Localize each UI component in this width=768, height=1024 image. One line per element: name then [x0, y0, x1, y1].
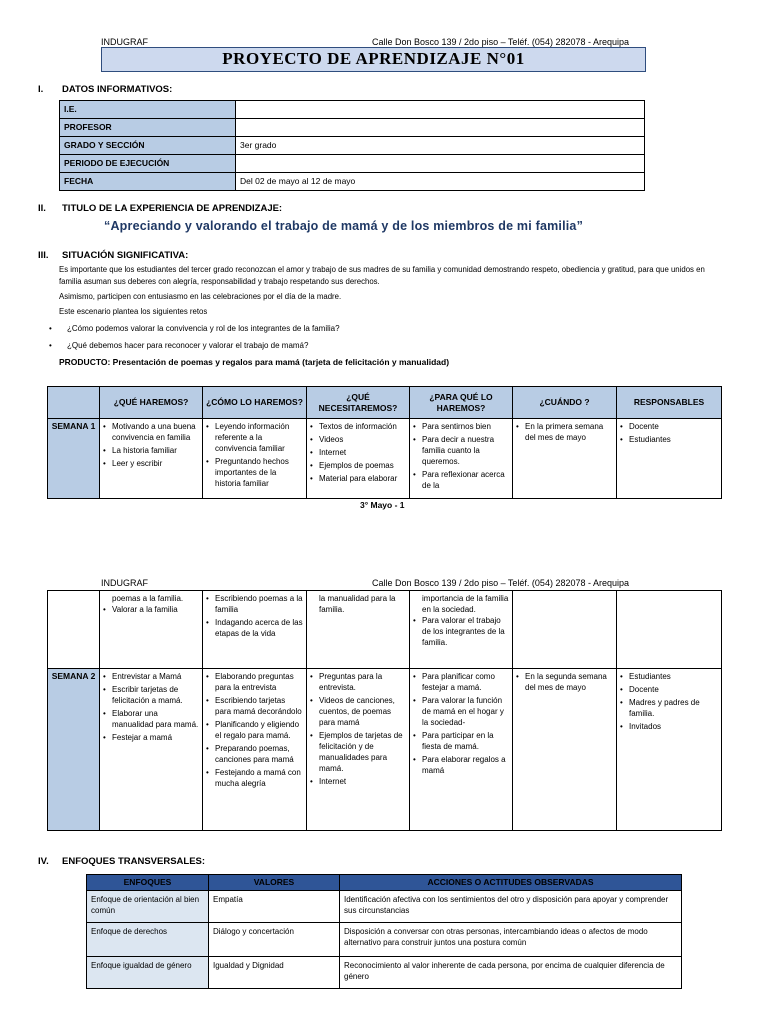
week1-resp: • Docente • Estudiantes [617, 419, 722, 499]
plan-header: ¿PARA QUÉ LO HAREMOS? [410, 387, 513, 419]
enfoques-row [87, 891, 682, 923]
experience-title: “Apreciando y valorando el trabajo de mamá y de los miembros de mi familia” [104, 219, 584, 233]
situation-paragraph: Este escenario plantea los siguientes retos [59, 307, 208, 316]
week1-why: • Para sentirnos bien • Para decir a nuestra familia cuanto la queremos. • Para reflexionar acerca de la [410, 419, 513, 499]
week1-how: • Leyendo información referente a la convivencia familiar • Preguntando hechos importantes de la historia familiar [203, 419, 307, 499]
info-label: FECHA [60, 173, 236, 191]
info-table [59, 100, 645, 191]
plan-table-page1 [47, 386, 722, 499]
plan-header: ¿QUÉ HAREMOS? [100, 387, 203, 419]
valor-cell: Empatía [209, 891, 340, 923]
section-1-heading: I. DATOS INFORMATIVOS: [38, 84, 173, 95]
plan-table-page2 [47, 590, 722, 831]
week1-cont-need: la manualidad para la familia. [307, 591, 410, 669]
week1-when: • En la primera semana del mes de mayo [513, 419, 617, 499]
header-address-2: Calle Don Bosco 139 / 2do piso – Teléf. (054) 282078 - Arequipa [372, 578, 630, 588]
week1-cont-why: importancia de la familia en la sociedad. • Para valorar el trabajo de los integrantes de la familia. [410, 591, 513, 669]
enfoques-header: ENFOQUES [87, 875, 209, 891]
week2-need: • Preguntas para la entrevista. • Videos de canciones, cuentos, de poemas para mamá • Ejemplos de tarjetas de felicitación y de manualidades para mamá. • Internet [307, 669, 410, 831]
enfoques-header: VALORES [209, 875, 340, 891]
week2-what: • Entrevistar a Mamá • Escribir tarjetas de felicitación a mamá. • Elaborar una manualidad para mamá. • Festejar a mamá [100, 669, 203, 831]
week2-resp: • Estudiantes • Docente • Madres y padres de familia. • Invitados [617, 669, 722, 831]
info-value: 3er grado [236, 137, 645, 155]
week1-cont-label [48, 591, 100, 669]
week2-why: • Para planificar como festejar a mamá. • Para valorar la función de mamá en el hogar y la sociedad- • Para participar en la fiesta de mamá. • Para elaborar regalos a mamá [410, 669, 513, 831]
info-row-fecha [60, 173, 645, 191]
info-value [236, 119, 645, 137]
week2-how: • Elaborando preguntas para la entrevista • Escribiendo tarjetas para mamá decorándolo • Planificando y eligiendo el regalo para mamá. • Preparando poemas, canciones para mamá • Festejando a mamá con mucha alegría [203, 669, 307, 831]
section-2-heading: II. TITULO DE LA EXPERIENCIA DE APRENDIZAJE: [38, 203, 283, 214]
situation-text [59, 264, 719, 318]
enfoques-header-row [87, 875, 682, 891]
accion-cell: Disposición a conversar con otras personas, intercambiando ideas o afectos de modo alternativo para construir juntos una postura común [340, 923, 682, 957]
valor-cell: Diálogo y concertación [209, 923, 340, 957]
week1-cont-when [513, 591, 617, 669]
header-company-2: INDUGRAF [101, 578, 148, 588]
challenge-question: • ¿Cómo podemos valorar la convivencia y rol de los integrantes de la familia? [67, 323, 340, 335]
valor-cell: Igualdad y Dignidad [209, 957, 340, 989]
plan-header: ¿QUÉ NECESITAREMOS? [307, 387, 410, 419]
plan-row-week1-cont [48, 591, 722, 669]
info-row-profesor [60, 119, 645, 137]
enfoque-cell: Enfoque igualdad de género [87, 957, 209, 989]
week1-cont-what: poemas a la familia. • Valorar a la familia [100, 591, 203, 669]
accion-cell: Identificación afectiva con los sentimientos del otro y disposición para apoyar y comprender sus circunstancias [340, 891, 682, 923]
plan-header-row [48, 387, 722, 419]
page-footer: 3° Mayo - 1 [360, 500, 405, 510]
plan-header: ¿CÓMO LO HAREMOS? [203, 387, 307, 419]
product-line: PRODUCTO: Presentación de poemas y regalos para mamá (tarjeta de felicitación y manualidad) [59, 357, 450, 367]
week1-need: • Textos de información • Videos • Internet • Ejemplos de poemas • Material para elaborar [307, 419, 410, 499]
info-label: I.E. [60, 101, 236, 119]
plan-header: RESPONSABLES [617, 387, 722, 419]
info-value [236, 155, 645, 173]
plan-row-week2 [48, 669, 722, 831]
info-label: PERIODO DE EJECUCIÓN [60, 155, 236, 173]
plan-header-empty [48, 387, 100, 419]
section-4-heading: IV. ENFOQUES TRANSVERSALES: [38, 856, 206, 867]
info-value: Del 02 de mayo al 12 de mayo [236, 173, 645, 191]
week1-what: • Motivando a una buena convivencia en familia • La historia familiar • Leer y escribir [100, 419, 203, 499]
info-value [236, 101, 645, 119]
header-address: Calle Don Bosco 139 / 2do piso – Teléf. (054) 282078 - Arequipa [372, 37, 630, 47]
enfoques-row [87, 957, 682, 989]
info-row-grado [60, 137, 645, 155]
enfoques-header: ACCIONES O ACTITUDES OBSERVADAS [340, 875, 682, 891]
enfoques-row [87, 923, 682, 957]
enfoque-cell: Enfoque de orientación al bien común [87, 891, 209, 923]
info-row-ie [60, 101, 645, 119]
info-row-periodo [60, 155, 645, 173]
enfoque-cell: Enfoque de derechos [87, 923, 209, 957]
section-3-heading: III. SITUACIÓN SIGNIFICATIVA: [38, 250, 189, 261]
plan-row-week1 [48, 419, 722, 499]
week-label: SEMANA 2 [48, 669, 100, 831]
header-company: INDUGRAF [101, 37, 148, 47]
info-label: PROFESOR [60, 119, 236, 137]
plan-header: ¿CUÁNDO ? [513, 387, 617, 419]
situation-paragraph: Es importante que los estudiantes del tercer grado reconozcan el amor y trabajo de sus madres de su familia y comunidad demostrando respeto, obediencia y gratitud, para que unidos en familia asuman sus deberes con alegría, responsabilidad y trabajo respetando sus derechos. [59, 265, 705, 286]
page-title: PROYECTO DE APRENDIZAJE N°01 [101, 47, 646, 72]
enfoques-table [86, 874, 682, 989]
week1-cont-how: • Escribiendo poemas a la familia • Indagando acerca de las etapas de la vida [203, 591, 307, 669]
week2-when: • En la segunda semana del mes de mayo [513, 669, 617, 831]
week1-cont-resp [617, 591, 722, 669]
challenge-question: • ¿Qué debemos hacer para reconocer y valorar el trabajo de mamá? [67, 340, 308, 352]
situation-paragraph: Asimismo, participen con entusiasmo en las celebraciones por el día de la madre. [59, 292, 342, 301]
week-label: SEMANA 1 [48, 419, 100, 499]
accion-cell: Reconocimiento al valor inherente de cada persona, por encima de cualquier diferencia de género [340, 957, 682, 989]
info-label: GRADO Y SECCIÓN [60, 137, 236, 155]
